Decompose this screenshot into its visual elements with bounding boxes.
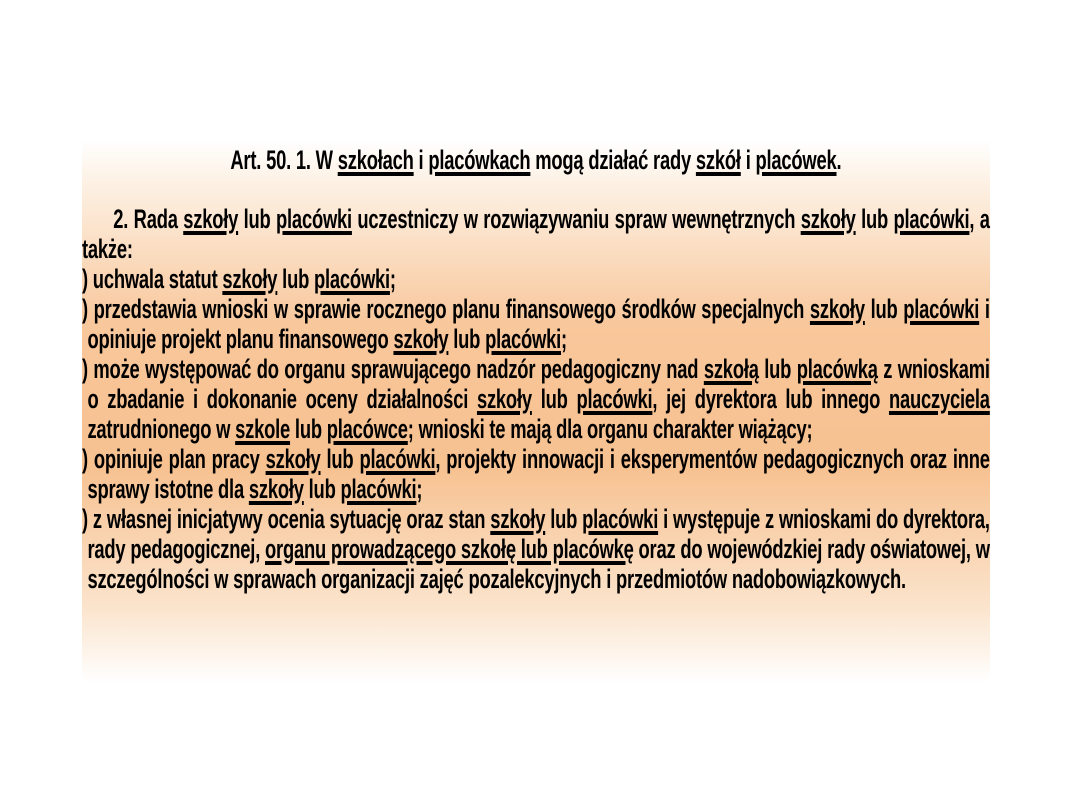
text-run: lub [448, 324, 486, 354]
text-run: 2. Rada [113, 204, 184, 234]
link-term[interactable]: organu prowadzącego szkołę lub placówkę [265, 534, 634, 564]
link-term[interactable]: placówek [755, 145, 837, 175]
link-term[interactable]: szkół [695, 145, 741, 175]
link-term[interactable]: placówki [359, 444, 436, 474]
link-term[interactable]: placówki [576, 384, 653, 414]
link-term[interactable]: placówkach [428, 145, 531, 175]
text-run: i występuje z wnioskami do dyrektora, rady pedagogicznej, [87, 504, 990, 564]
body-paragraph [82, 204, 990, 264]
link-term[interactable]: szkoły [222, 264, 278, 294]
text-run: . [836, 145, 842, 175]
link-term[interactable]: szkoły [183, 204, 239, 234]
list-item [82, 504, 990, 594]
list-item [82, 294, 990, 354]
text-run: , a także: [82, 204, 990, 264]
text-run: , projekty innowacji i eksperymentów pedagogicznych oraz inne sprawy istotne dla [87, 444, 990, 504]
link-term[interactable]: szkoły [265, 444, 321, 474]
text-run: uczestniczy w rozwiązywaniu spraw wewnętrznych [351, 204, 801, 234]
text-run: zatrudnionego w [87, 414, 236, 444]
link-term[interactable]: szkoły [800, 204, 856, 234]
text-run: ) uchwala statut [82, 264, 223, 294]
slide-panel [82, 140, 990, 700]
text-run: lub [320, 444, 360, 474]
link-term[interactable]: szkołą [703, 354, 759, 384]
link-term[interactable]: szkołach [337, 145, 414, 175]
text-run: z wnioskami o zbadanie i dokonanie oceny działalności [87, 354, 990, 414]
text-run: lub [290, 414, 327, 444]
link-term[interactable]: placówki [276, 204, 352, 234]
list-item [82, 264, 990, 294]
text-run: i [740, 145, 756, 175]
text-run: ) może występować do organu sprawującego nadzór pedagogiczny nad [82, 354, 704, 384]
text-run: , jej dyrektora lub innego [652, 384, 889, 414]
text-run: ; wnioski te mają dla organu charakter wiążący; [407, 414, 813, 444]
text-run: ; [561, 324, 567, 354]
legal-textbox [82, 140, 990, 594]
link-term[interactable]: szkoły [248, 474, 304, 504]
text-run: Art. 50. 1. W [230, 145, 338, 175]
text-run: ; [389, 264, 396, 294]
text-run: lub [864, 294, 904, 324]
text-run: ) opiniuje plan pracy [82, 444, 266, 474]
text-run: lub [545, 504, 583, 534]
link-term[interactable]: nauczyciela [888, 384, 990, 414]
text-run: i opiniuje projekt planu finansowego [87, 294, 990, 354]
link-term[interactable]: szkole [235, 414, 291, 444]
link-term[interactable]: placówki [485, 324, 562, 354]
text-run: lub [303, 474, 341, 504]
text-run: lub [238, 204, 277, 234]
link-term[interactable]: placówki [340, 474, 417, 504]
link-term[interactable]: placówce [326, 414, 408, 444]
text-run: lub [277, 264, 315, 294]
text-run: ) z własnej inicjatywy ocenia sytuację oraz stan [82, 504, 491, 534]
text-run: mogą działać rady [530, 145, 696, 175]
link-term[interactable]: szkoły [809, 294, 865, 324]
text-run: ) przedstawia wnioski w sprawie rocznego planu finansowego środków specjalnych [82, 294, 810, 324]
list-item [82, 354, 990, 444]
link-term[interactable]: placówki [903, 294, 980, 324]
link-term[interactable]: placówki [314, 264, 390, 294]
list-item [82, 444, 990, 504]
text-run: i [413, 145, 429, 175]
link-term[interactable]: placówką [796, 354, 878, 384]
text-run: ; [416, 474, 423, 504]
link-term[interactable]: placówki [582, 504, 659, 534]
link-term[interactable]: placówki [893, 204, 970, 234]
link-term[interactable]: szkoły [490, 504, 546, 534]
text-run: lub [758, 354, 797, 384]
article-heading [82, 143, 990, 177]
link-term[interactable]: szkoły [476, 384, 532, 414]
link-term[interactable]: szkoły [393, 324, 449, 354]
text-run: lub [531, 384, 577, 414]
text-run: lub [855, 204, 894, 234]
text-run: oraz do wojewódzkiej rady oświatowej, w szczególności w sprawach organizacji zajęć pozalekcyjnych i przedmiotów nadobowiązkowych. [87, 534, 990, 594]
